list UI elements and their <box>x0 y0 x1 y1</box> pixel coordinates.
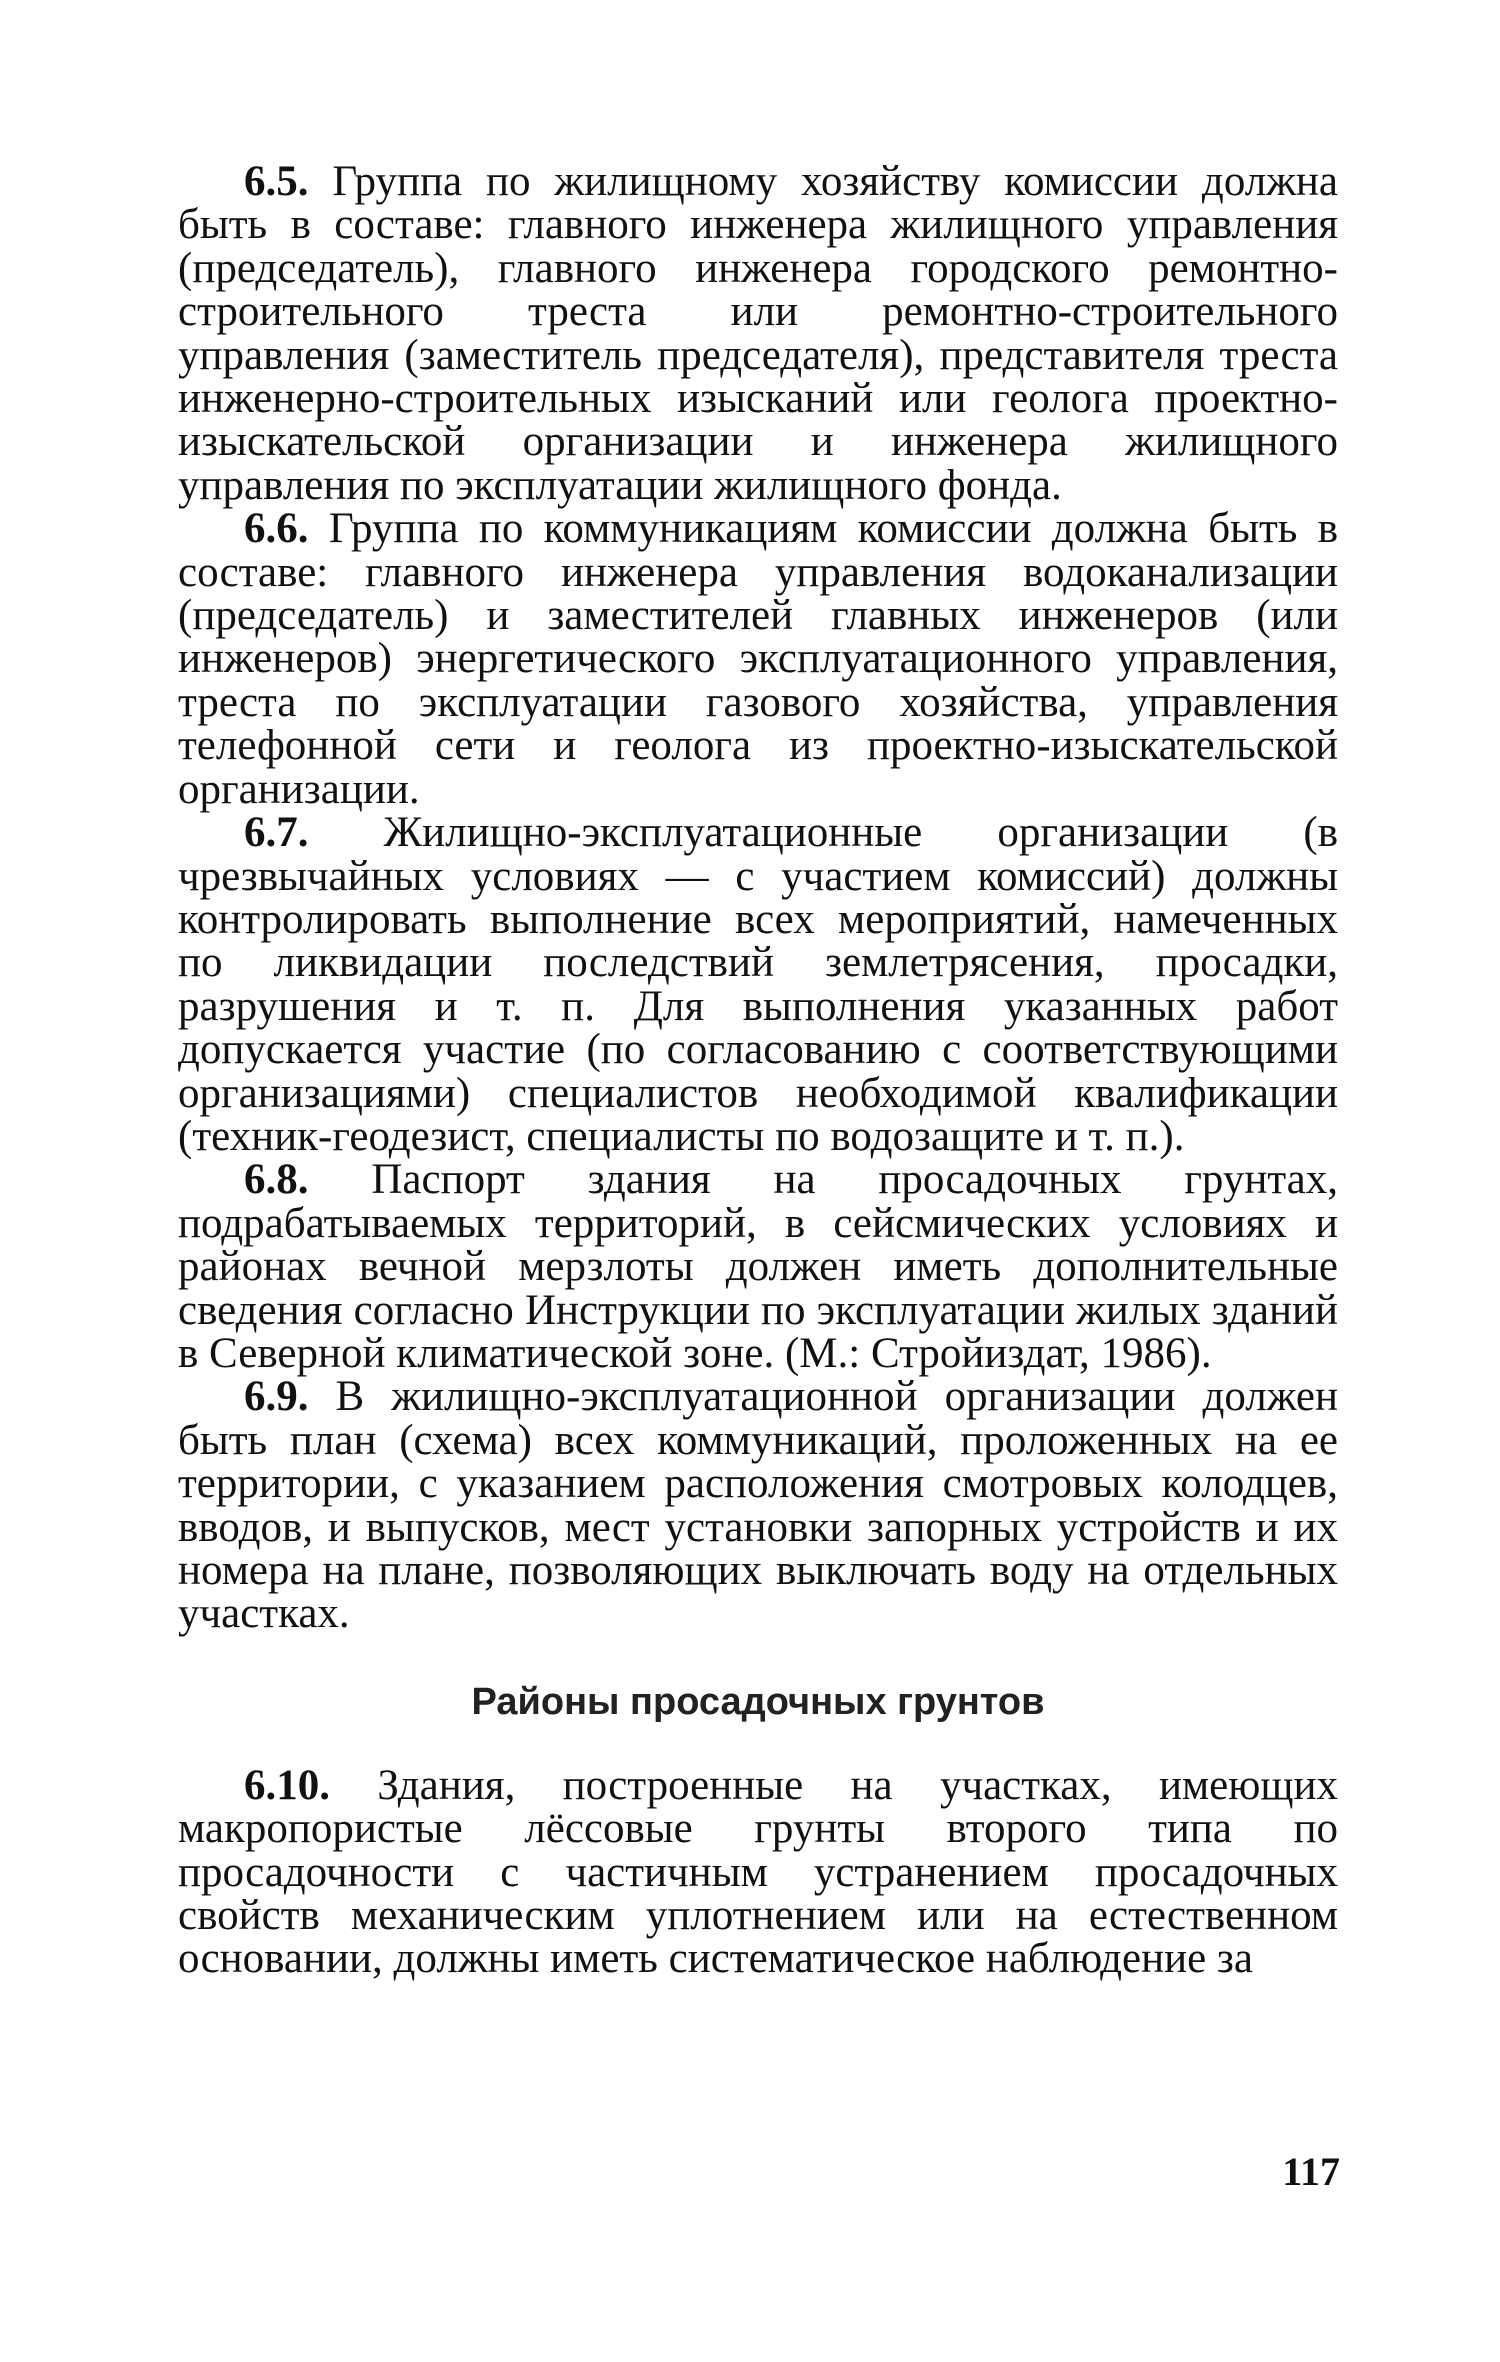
paragraph-number: 6.6. <box>244 505 309 553</box>
paragraph-6-9 <box>178 1373 1338 1638</box>
paragraph-number: 6.8. <box>244 1156 309 1204</box>
section-heading: Районы просадочных грунтов <box>471 1680 1045 1723</box>
paragraph-text: Жилищно-эксплуатационные организации (в чрезвычайных условиях — с участием комиссий) должны контролировать выполнение всех мероприятий, намеченных по ликвидации последствий землетрясения, просадки, разрушения и т. п. Для выполнения указанных работ допускается участие (по согласованию с соответствующими организациями) специалистов необходимой квалификации (техник-геодезист, специалисты по водозащите и т. п.). <box>178 809 1338 1160</box>
paragraph-text: Группа по жилищному хозяйству комиссии должна быть в составе: главного инженера жилищного управления (председатель), главного инженера городского ремонтно-строительного треста или ремонтно-строительного управления (заместитель председателя), представителя треста инженерно-строительных изысканий или геолога проектно-изыскательской организации и инженера жилищного управления по эксплуатации жилищного фонда. <box>178 158 1339 509</box>
page-body <box>178 160 1338 1981</box>
paragraph-text: В жилищно-эксплуатационной организации должен быть план (схема) всех коммуникаций, проложенных на ее территории, с указанием расположения смотровых колодцев, вводов, и выпусков, мест установки запорных устройств и их номера на плане, позволяющих выключать воду на отдельных участках. <box>178 1373 1338 1638</box>
paragraph-text: Группа по коммуникациям комиссии должна быть в составе: главного инженера управления водоканализации (председатель) и заместителей главных инженеров (или инженеров) энергетического эксплуатационного управления, треста по эксплуатации газового хозяйства, управления телефонной сети и геолога из проектно-изыскательской организации. <box>178 505 1339 813</box>
paragraph-text: Паспорт здания на просадочных грунтах, подрабатываемых территорий, в сейсмических условиях и районах вечной мерзлоты должен иметь дополнительные сведения согласно Инструкции по эксплуатации жилых зданий в Северной климатической зоне. (М.: Стройиздат, 1986). <box>178 1156 1339 1377</box>
paragraph-6-6 <box>178 507 1338 811</box>
paragraph-number: 6.5. <box>244 158 309 205</box>
paragraph-6-5 <box>178 160 1338 507</box>
page-number: 117 <box>1282 2149 1340 2194</box>
paragraph-number: 6.7. <box>244 809 309 857</box>
paragraph-number: 6.10. <box>244 1761 330 1809</box>
paragraph-6-8 <box>178 1158 1338 1375</box>
paragraph-text: Здания, построенные на участках, имеющих макропористые лёссовые грунты второго типа по просадочности с частичным устранением просадочных свойств механическим уплотнением или на естественном основании, должны иметь систематическое наблюдение за <box>178 1761 1338 1983</box>
paragraph-6-7 <box>178 811 1338 1158</box>
paragraph-6-10 <box>178 1761 1338 1983</box>
paragraph-number: 6.9. <box>244 1373 309 1421</box>
